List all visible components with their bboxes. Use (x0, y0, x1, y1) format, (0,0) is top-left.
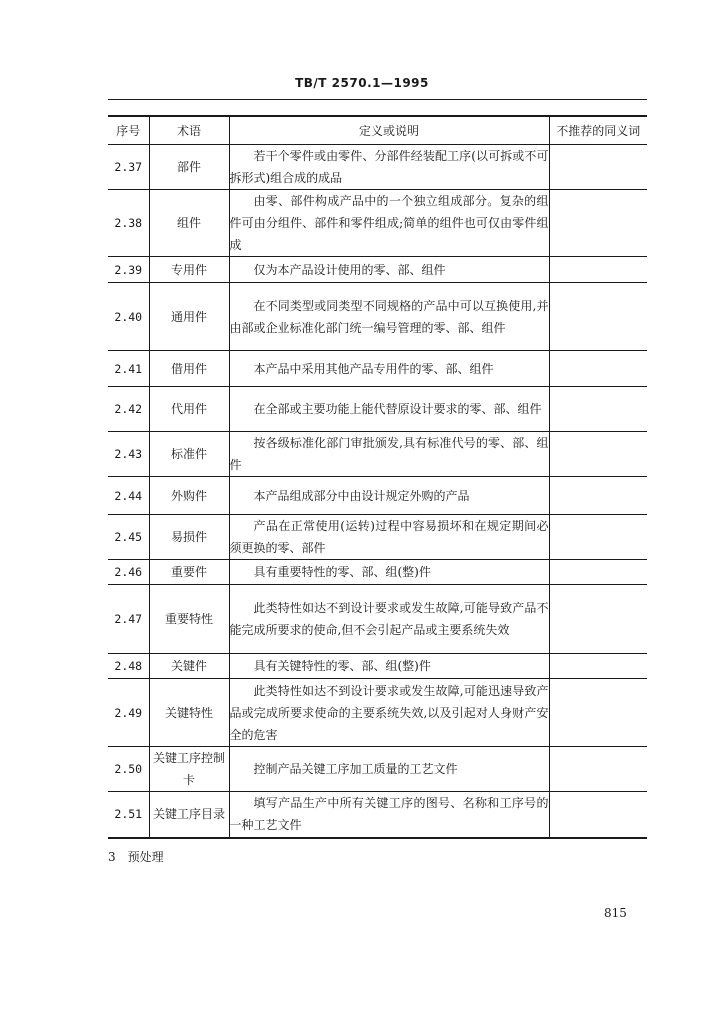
row-definition: 本产品中采用其他产品专用件的零、部、组件 (229, 351, 549, 387)
row-synonym (549, 257, 647, 283)
row-definition: 本产品组成部分中由设计规定外购的产品 (229, 477, 549, 515)
row-synonym (549, 560, 647, 585)
row-number: 2.38 (108, 190, 149, 257)
section-title: 预处理 (127, 850, 164, 864)
table-row (108, 190, 647, 257)
row-term: 关键工序目录 (149, 792, 229, 838)
row-synonym (549, 654, 647, 679)
standard-header: TB/T 2570.1—1995 (295, 76, 429, 90)
row-synonym (549, 190, 647, 257)
table-row (108, 351, 647, 387)
row-definition: 此类特性如达不到设计要求或发生故障,可能导致产品不能完成所要求的使命,但不会引起产品或主要系统失效 (229, 585, 549, 654)
row-synonym (549, 679, 647, 747)
row-term: 关键件 (149, 654, 229, 679)
table-row (108, 432, 647, 477)
table-row (108, 257, 647, 283)
row-term: 借用件 (149, 351, 229, 387)
row-term: 重要件 (149, 560, 229, 585)
row-number: 2.46 (108, 560, 149, 585)
row-definition: 在全部或主要功能上能代替原设计要求的零、部、组件 (229, 387, 549, 432)
header-rule (108, 99, 647, 100)
row-definition: 由零、部件构成产品中的一个独立组成部分。复杂的组件可由分组件、部件和零件组成;简单的组件也可仅由零件组成 (229, 190, 549, 257)
row-definition: 填写产品生产中所有关键工序的图号、名称和工序号的一种工艺文件 (229, 792, 549, 838)
row-synonym (549, 432, 647, 477)
row-number: 2.45 (108, 515, 149, 560)
row-number: 2.48 (108, 654, 149, 679)
row-term: 组件 (149, 190, 229, 257)
row-definition: 此类特性如达不到设计要求或发生故障,可能迅速导致产品或完成所要求使命的主要系统失效,以及引起对人身财产安全的危害 (229, 679, 549, 747)
row-synonym (549, 387, 647, 432)
terms-table (108, 115, 647, 839)
table-row (108, 387, 647, 432)
table-row (108, 585, 647, 654)
row-number: 2.42 (108, 387, 149, 432)
table-row (108, 679, 647, 747)
row-term: 关键工序控制卡 (149, 747, 229, 792)
table-row (108, 747, 647, 792)
row-number: 2.41 (108, 351, 149, 387)
table-row (108, 792, 647, 838)
row-definition: 按各级标准化部门审批颁发,具有标准代号的零、部、组件 (229, 432, 549, 477)
row-number: 2.49 (108, 679, 149, 747)
row-definition: 若干个零件或由零件、分部件经装配工序(以可拆或不可拆形式)组合成的成品 (229, 145, 549, 190)
row-number: 2.43 (108, 432, 149, 477)
row-term: 通用件 (149, 283, 229, 351)
row-synonym (549, 792, 647, 838)
table-row (108, 560, 647, 585)
table-row (108, 477, 647, 515)
row-number: 2.37 (108, 145, 149, 190)
row-synonym (549, 145, 647, 190)
row-term: 专用件 (149, 257, 229, 283)
page-number: 815 (604, 906, 627, 920)
row-definition: 具有重要特性的零、部、组(整)件 (229, 560, 549, 585)
table-row (108, 283, 647, 351)
row-number: 2.50 (108, 747, 149, 792)
row-number: 2.40 (108, 283, 149, 351)
col-header-term: 术语 (149, 116, 229, 145)
col-header-definition: 定义或说明 (229, 116, 549, 145)
row-definition: 产品在正常使用(运转)过程中容易损坏和在规定期间必须更换的零、部件 (229, 515, 549, 560)
row-number: 2.44 (108, 477, 149, 515)
table-row (108, 515, 647, 560)
col-header-synonym: 不推荐的同义词 (549, 116, 647, 145)
row-term: 关键特性 (149, 679, 229, 747)
row-term: 代用件 (149, 387, 229, 432)
row-term: 易损件 (149, 515, 229, 560)
row-definition: 控制产品关键工序加工质量的工艺文件 (229, 747, 549, 792)
table-row (108, 654, 647, 679)
row-synonym (549, 477, 647, 515)
row-number: 2.51 (108, 792, 149, 838)
row-synonym (549, 351, 647, 387)
section-heading (108, 848, 164, 865)
row-number: 2.39 (108, 257, 149, 283)
row-term: 重要特性 (149, 585, 229, 654)
row-synonym (549, 747, 647, 792)
table-header-row (108, 116, 647, 145)
row-definition: 在不同类型或同类型不同规格的产品中可以互换使用,并由部或企业标准化部门统一编号管理的零、部、组件 (229, 283, 549, 351)
row-term: 标准件 (149, 432, 229, 477)
col-header-number: 序号 (108, 116, 149, 145)
row-definition: 仅为本产品设计使用的零、部、组件 (229, 257, 549, 283)
table-row (108, 145, 647, 190)
row-definition: 具有关键特性的零、部、组(整)件 (229, 654, 549, 679)
row-term: 外购件 (149, 477, 229, 515)
row-synonym (549, 585, 647, 654)
section-number: 3 (108, 850, 116, 864)
row-synonym (549, 283, 647, 351)
row-number: 2.47 (108, 585, 149, 654)
row-term: 部件 (149, 145, 229, 190)
row-synonym (549, 515, 647, 560)
